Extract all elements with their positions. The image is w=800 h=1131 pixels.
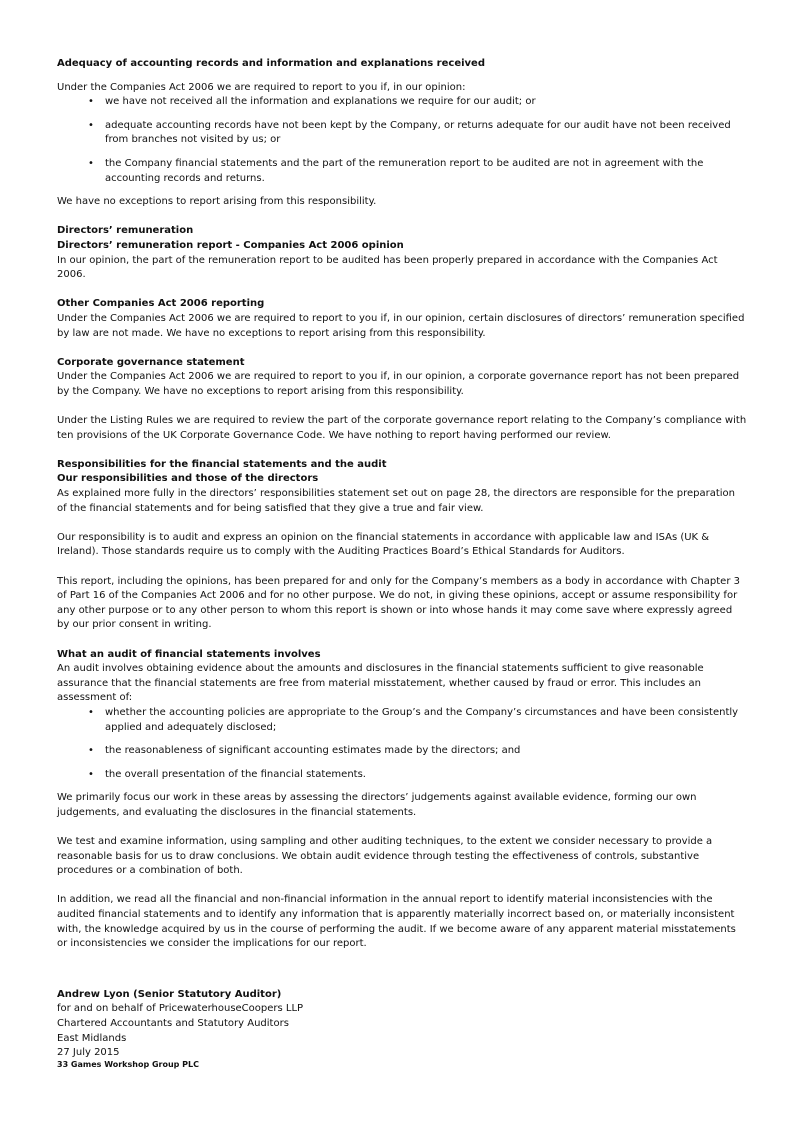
audit-involves-bullet-list <box>57 706 747 782</box>
list-item-text: the overall presentation of the financial statements. <box>105 768 366 780</box>
other-reporting-body: Under the Companies Act 2006 we are required to report to you if, in our opinion, certain disclosures of directors’ remuneration specified by law are not made. We have no exceptions to report arising from this responsibility. <box>57 312 745 339</box>
signature-block <box>57 988 747 1061</box>
audit-involves-heading: What an audit of financial statements involves <box>57 648 321 660</box>
document-page <box>57 57 747 1061</box>
adequacy-intro: Under the Companies Act 2006 we are required to report to you if, in our opinion: <box>57 81 466 93</box>
signatory-location: East Midlands <box>57 1032 127 1044</box>
responsibilities-body-1: As explained more fully in the directors’ responsibilities statement set out on page 28, the directors are responsible for the preparation of the financial statements and for being satisfied that they give a true and fair view. <box>57 488 735 514</box>
bullet-icon: • <box>88 157 94 169</box>
signatory-firm: for and on behalf of PricewaterhouseCoopers LLP <box>57 1003 304 1015</box>
adequacy-bullet-list <box>57 95 747 186</box>
list-item-text: adequate accounting records have not been kept by the Company, or returns adequate for our audit have not been received from branches not visited by us; or <box>105 119 731 146</box>
governance-body-1: Under the Companies Act 2006 we are required to report to you if, in our opinion, a corporate governance report has not been prepared by the Company. We have no exceptions to report arising from this responsibility. <box>57 371 740 397</box>
audit-involves-body-2: We test and examine information, using sampling and other auditing techniques, to the extent we consider necessary to provide a reasonable basis for us to draw conclusions. We obtain audit evidence through testing the effectiveness of controls, substantive procedures or a combination of both. <box>57 836 713 877</box>
list-item <box>57 744 747 759</box>
responsibilities-body-2: Our responsibility is to audit and express an opinion on the financial statements in accordance with applicable law and ISAs (UK & Ireland). Those standards require us to comply with the Auditing Practices Board’s Ethical Standards for Auditors. <box>57 531 710 558</box>
list-item <box>57 95 747 110</box>
responsibilities-heading: Responsibilities for the financial statements and the audit <box>57 458 387 470</box>
bullet-icon: • <box>88 706 94 718</box>
list-item-text: whether the accounting policies are appropriate to the Group’s and the Company’s circumstances and have been consistently applied and adequately disclosed; <box>105 706 739 733</box>
bullet-icon: • <box>88 119 94 131</box>
bullet-icon: • <box>88 96 94 108</box>
list-item <box>57 706 747 735</box>
governance-heading: Corporate governance statement <box>57 356 245 368</box>
other-reporting-heading: Other Companies Act 2006 reporting <box>57 298 265 310</box>
bullet-icon: • <box>88 768 94 780</box>
adequacy-conclusion: We have no exceptions to report arising from this responsibility. <box>57 196 377 208</box>
audit-involves-intro: An audit involves obtaining evidence about the amounts and disclosures in the financial statements sufficient to give reasonable assurance that the financial statements are free from material misstatement, whether caused by fraud or error. This includes an assessment of: <box>57 663 704 704</box>
governance-body-2: Under the Listing Rules we are required to review the part of the corporate governance report relating to the Company’s compliance with ten provisions of the UK Corporate Governance Code. We have nothing to report having performed our review. <box>57 415 747 441</box>
list-item-text: the Company financial statements and the part of the remuneration report to be audited are not in agreement with the accounting records and returns. <box>105 157 704 184</box>
audit-involves-body-3: In addition, we read all the financial and non-financial information in the annual report to identify material inconsistencies with the audited financial statements and to identify any information that is apparently materially incorrect based on, or materially inconsistent with, the knowledge acquired by us in the course of performing the audit. If we become aware of any apparent material misstatements or inconsistencies we consider the implications for our report. <box>57 894 736 950</box>
list-item <box>57 157 747 186</box>
signatory-name: Andrew Lyon (Senior Statutory Auditor) <box>57 988 282 1000</box>
list-item-text: we have not received all the information and explanations we require for our audit; or <box>105 96 536 108</box>
responsibilities-subheading: Our responsibilities and those of the directors <box>57 473 319 485</box>
signature-date: 27 July 2015 <box>57 1047 120 1059</box>
responsibilities-body-3: This report, including the opinions, has been prepared for and only for the Company’s members as a body in accordance with Chapter 3 of Part 16 of the Companies Act 2006 and for no other purpose. We do not, in giving these opinions, accept or assume responsibility for any other purpose or to any other person to whom this report is shown or into whose hands it may come save where expressly agreed by our prior consent in writing. <box>57 575 740 631</box>
directors-remuneration-subheading: Directors’ remuneration report - Companies Act 2006 opinion <box>57 239 404 251</box>
audit-involves-body-1: We primarily focus our work in these areas by assessing the directors’ judgements against available evidence, forming our own judgements, and evaluating the disclosures in the financial statements. <box>57 792 697 818</box>
directors-remuneration-body: In our opinion, the part of the remuneration report to be audited has been properly prepared in accordance with the Companies Act 2006. <box>57 254 718 281</box>
list-item <box>57 768 747 783</box>
adequacy-heading: Adequacy of accounting records and information and explanations received <box>57 58 485 69</box>
page-footer: 33 Games Workshop Group PLC <box>57 1060 200 1069</box>
list-item-text: the reasonableness of significant accounting estimates made by the directors; and <box>105 745 521 757</box>
list-item <box>57 119 747 148</box>
bullet-icon: • <box>88 745 94 757</box>
directors-remuneration-heading: Directors’ remuneration <box>57 225 194 237</box>
signatory-title: Chartered Accountants and Statutory Auditors <box>57 1018 289 1030</box>
